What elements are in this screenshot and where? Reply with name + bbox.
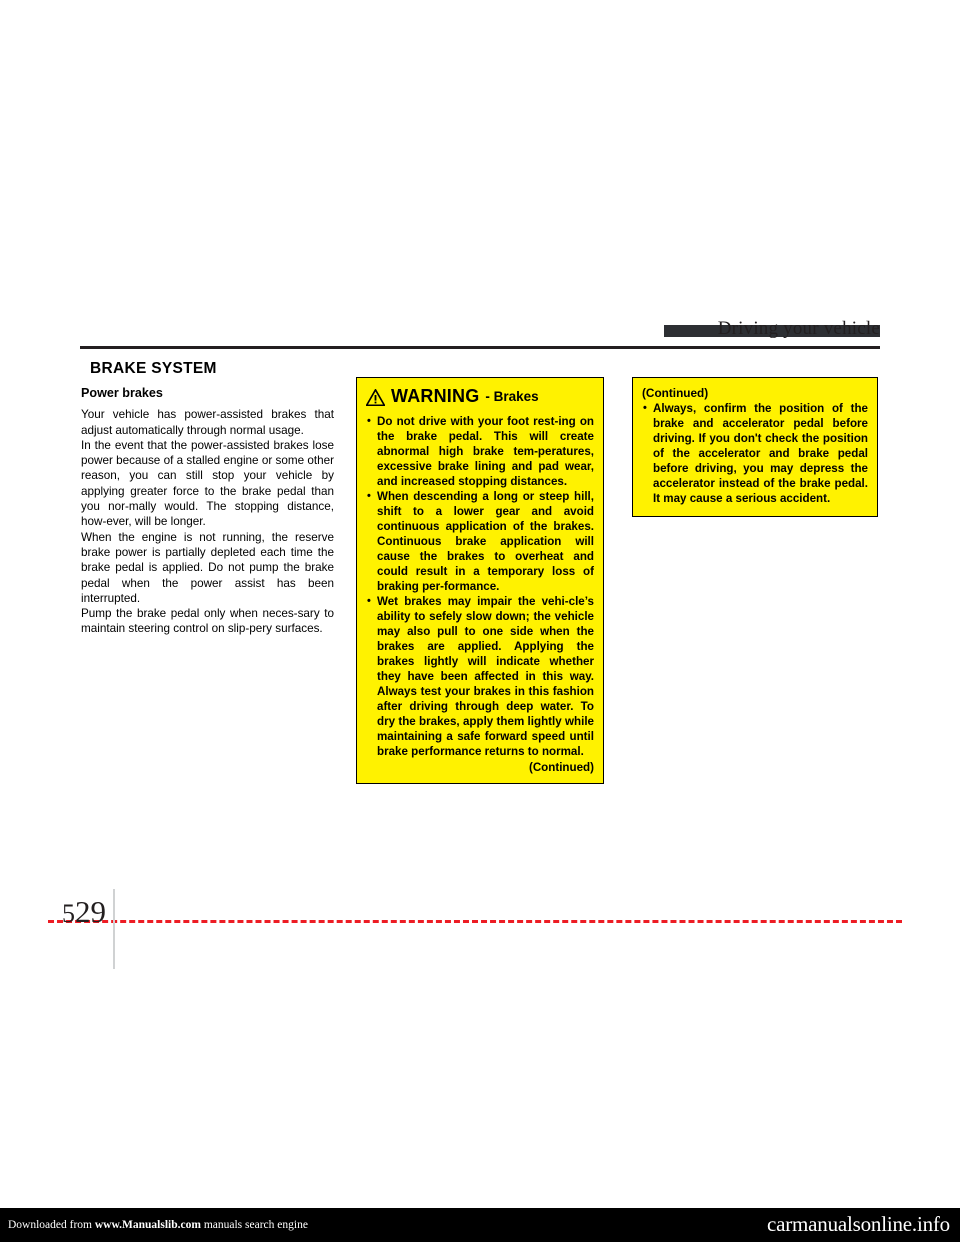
warning-list-item [366,489,594,594]
page-header-title: Driving your vehicle [717,318,880,339]
paragraph-2: In the event that the power-assisted brakes lose power because of a stalled engine or some other reason, you can still stop your vehicle by applying greater force to the brake pedal than you nor-mally would. The stopping distance, how-ever, will be longer. [81,438,334,529]
warning-continued-label: (Continued) [528,761,594,774]
source-attribution [8,1219,308,1231]
continued-item-text: Always, confirm the position of the brake and accelerator pedal before driving. If you don't check the position of the accelerator and brake pedal before driving, you may depress the accelerator instead of the brake pedal. It may cause a serious accident. [653,402,868,505]
bottom-bar [0,1208,960,1242]
section-title: BRAKE SYSTEM [90,360,217,377]
page-number [62,894,106,929]
warning-item-text: When descending a long or steep hill, shift to a lower gear and avoid continuous application of the brakes. Continuous brake application will cause the brakes to overheat and could result in a temporary loss of braking per-formance. [377,490,594,593]
chapter-number: 5 [62,899,75,928]
source-site[interactable]: www.Manualslib.com [94,1219,201,1231]
left-column [81,386,334,637]
bullet-icon: • [367,595,371,607]
warning-list-item [366,594,594,759]
bullet-icon: • [643,402,647,414]
warning-box-header [366,386,594,407]
source-prefix: Downloaded from [8,1219,92,1231]
warning-box [356,377,604,784]
bullet-icon: • [367,415,371,427]
warning-heading: WARNING [391,386,480,406]
continued-box [632,377,878,517]
warning-item-text: Do not drive with your foot rest-ing on the brake pedal. This will create abnormal high brake tem-peratures, excessive brake lining and pad wear, and increased stopping distances. [377,415,594,488]
source-suffix: manuals search engine [203,1219,308,1231]
footer-dashed-rule [48,920,902,926]
paragraph-3: When the engine is not running, the reserve brake power is partially depleted each time the brake pedal is applied. Do not pump the brake pedal when the power assist has been interrupted. [81,530,334,605]
warning-item-text: Wet brakes may impair the vehi-cle’s ability to sefely slow down; the vehicle may also pull to one side when the brakes are applied. Applying the brakes lightly will indicate whether they have been affected in this way. Always test your brakes in this fashion after driving through deep water. To dry the brakes, apply them lightly while maintaining a safe forward speed until brake performance returns to normal. [377,595,594,758]
continued-list [642,401,868,506]
watermark: carmanualsonline.info [767,1212,950,1236]
bullet-icon: • [367,490,371,502]
paragraph-1: Your vehicle has power-assisted brakes that adjust automatically through normal usage. [81,408,334,437]
page-number-value: 29 [75,894,106,929]
paragraph-4: Pump the brake pedal only when neces-sary to maintain steering control on slip-pery surfaces. [81,607,334,636]
page-number-divider [113,889,115,969]
page-header [80,318,880,358]
header-rule [80,346,880,349]
continued-box-heading: (Continued) [642,386,709,400]
warning-list-item [366,414,594,489]
subsection-heading: Power brakes [81,386,163,400]
warning-subheading: - Brakes [485,389,539,404]
warning-triangle-icon [366,389,385,406]
continued-list-item [642,401,868,506]
warning-list [366,414,594,759]
